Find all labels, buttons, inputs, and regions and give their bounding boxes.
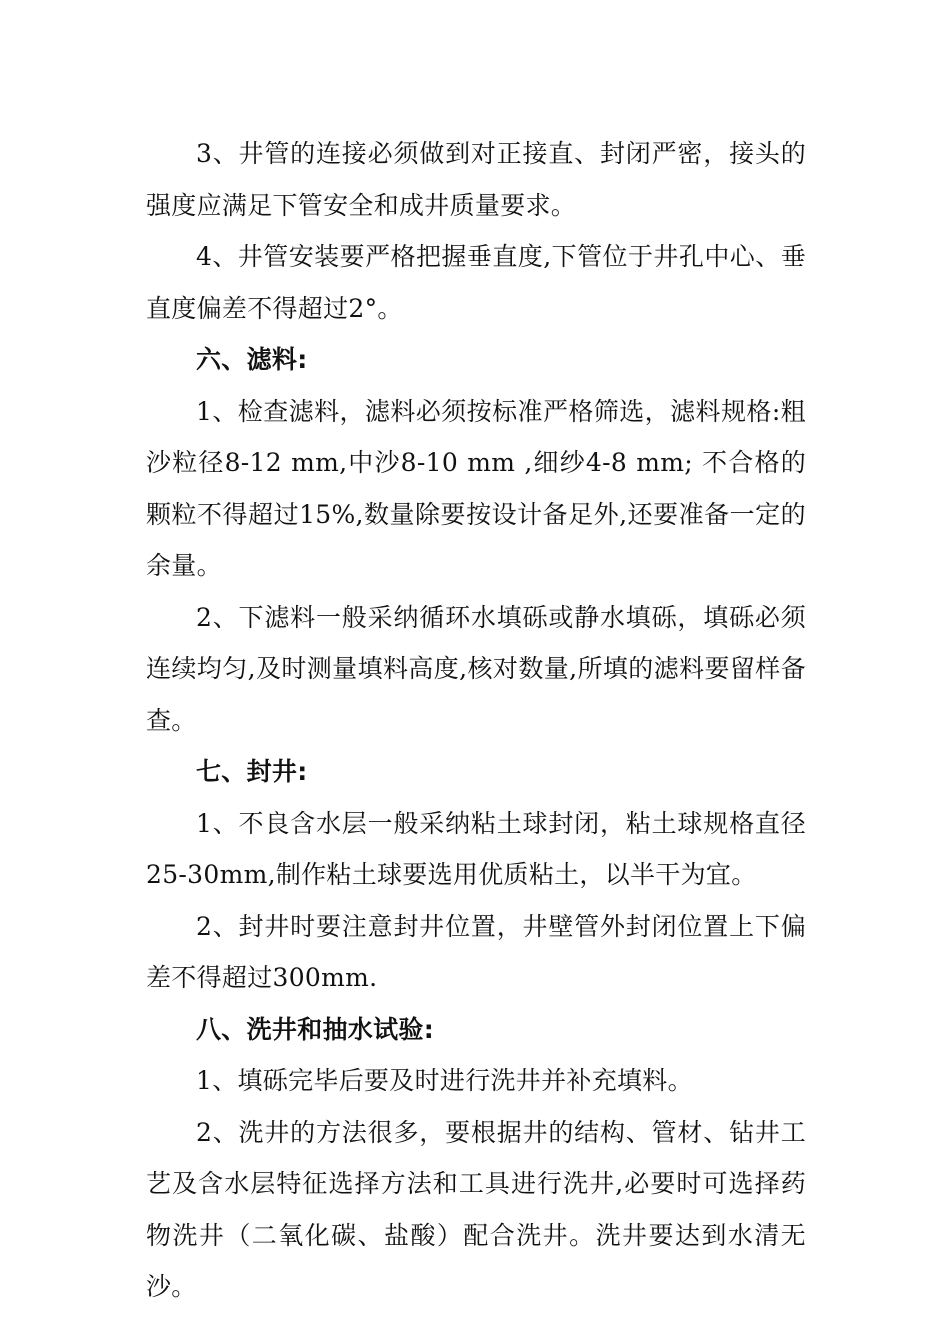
- paragraph-pipe-joint: 3、井管的连接必须做到对正接直、封闭严密，接头的强度应满足下管安全和成井质量要求。: [146, 139, 806, 220]
- paragraph-filter-inspection: 1、检查滤料，滤料必须按标准严格筛选，滤料规格:粗沙粒径8-12 mm,中沙8-10 mm ,细纱4-8 mm; 不合格的颗粒不得超过15%,数量除要按设计备足外,还要准备一定的余量。: [146, 396, 806, 580]
- document-page: [146, 128, 806, 1313]
- paragraph-washing-after-gravel: 1、填砾完毕后要及时进行洗井并补充填料。: [196, 1066, 693, 1095]
- paragraph-pipe-verticality: 4、井管安装要严格把握垂直度,下管位于井孔中心、垂直度偏差不得超过2°。: [146, 242, 806, 323]
- paragraph-washing-methods: 2、洗井的方法很多，要根据井的结构、管材、钻井工艺及含水层特征选择方法和工具进行洗井,必要时可选择药物洗井（二氧化碳、盐酸）配合洗井。洗井要达到水清无沙。: [146, 1117, 806, 1301]
- section-heading-well-washing: 八、洗井和抽水试验:: [196, 1014, 434, 1044]
- paragraph-clay-ball-sealing: 1、不良含水层一般采纳粘土球封闭，粘土球规格直径25-30mm,制作粘土球要选用优质粘土，以半干为宜。: [146, 808, 806, 889]
- paragraph-filter-placement: 2、下滤料一般采纳循环水填砾或静水填砾，填砾必须连续均匀,及时测量填料高度,核对数量,所填的滤料要留样备查。: [146, 602, 806, 735]
- section-heading-well-sealing: 七、封井:: [196, 757, 308, 786]
- paragraph-sealing-position: 2、封井时要注意封井位置，井壁管外封闭位置上下偏差不得超过300mm.: [146, 911, 806, 992]
- section-heading-filter-material: 六、滤料:: [196, 345, 308, 374]
